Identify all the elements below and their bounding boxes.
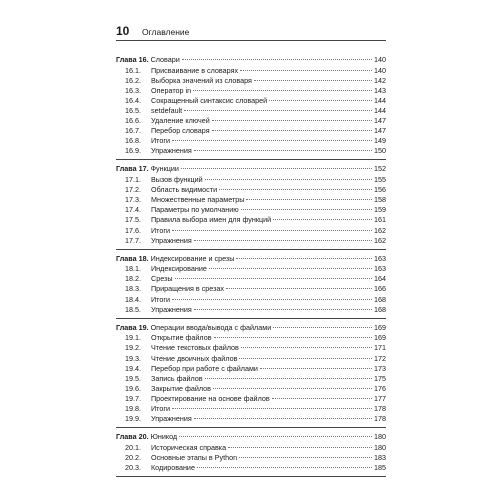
section-page-number: 158: [374, 195, 386, 205]
toc-entry[interactable]: [116, 146, 386, 156]
dot-leader: [205, 378, 372, 379]
toc-entry[interactable]: [116, 136, 386, 146]
section-page-number: 183: [374, 452, 386, 462]
section-number: 18.2.: [125, 274, 141, 284]
section-title: Оператор in: [151, 85, 192, 95]
toc-chapter: [116, 55, 386, 160]
section-number: 19.5.: [125, 373, 141, 383]
section-page-number: 178: [374, 404, 386, 413]
section-page-number: 144: [374, 95, 386, 105]
section-page-number: 166: [374, 284, 386, 294]
section-title: Итоги: [151, 404, 171, 413]
section-title: Индексирование: [151, 264, 207, 274]
section-number: 19.9.: [125, 414, 141, 424]
dot-leader: [254, 80, 372, 81]
section-title: Удаление ключей: [151, 116, 210, 126]
section-page-number: 168: [374, 294, 386, 304]
section-number: 19.6.: [125, 383, 141, 393]
section-title: Запись файлов: [151, 373, 203, 383]
entry-label: [125, 195, 244, 205]
toc-entry[interactable]: [116, 343, 386, 353]
toc-entry[interactable]: [116, 384, 386, 394]
entry-label: [125, 146, 192, 156]
section-number: 17.6.: [125, 225, 141, 235]
section-title: Сокращенный синтаксис словарей: [151, 95, 268, 105]
chapter-title: Юникод: [150, 432, 178, 442]
entry-label: [125, 106, 182, 116]
entry-label: [125, 264, 207, 274]
section-number: 16.6.: [125, 116, 141, 126]
dot-leader: [194, 150, 372, 151]
section-number: 19.2.: [125, 343, 141, 353]
toc-entry[interactable]: [116, 205, 386, 215]
toc-entry[interactable]: [116, 414, 386, 424]
entry-label: [125, 364, 258, 374]
chapter-label: [116, 323, 271, 333]
section-page-number: 162: [374, 235, 386, 245]
toc-entry[interactable]: [116, 215, 386, 225]
page-number: 10: [116, 24, 130, 38]
section-page-number: 161: [374, 215, 386, 225]
chapter-title: Словари: [150, 55, 180, 64]
toc-chapter-heading[interactable]: [116, 254, 386, 264]
entry-label: [125, 136, 170, 146]
entry-label: [125, 284, 224, 294]
running-title: Оглавление: [142, 27, 190, 37]
dot-leader: [273, 327, 372, 328]
entry-label: [125, 394, 270, 404]
section-number: 19.1.: [125, 333, 141, 343]
section-number: 16.5.: [125, 105, 141, 115]
dot-leader: [205, 179, 372, 180]
section-number: 16.8.: [125, 136, 141, 146]
chapter-title: Функции: [150, 164, 179, 174]
section-title: Приращения в срезах: [151, 284, 225, 294]
section-page-number: 149: [374, 136, 386, 146]
section-title: Упражнения: [151, 414, 192, 424]
dot-leader: [273, 219, 372, 220]
toc-chapter-heading[interactable]: [116, 323, 386, 333]
section-page-number: 156: [374, 185, 386, 195]
section-number: 17.3.: [125, 195, 141, 205]
section-number: 16.7.: [125, 126, 141, 136]
section-title: Упражнения: [151, 146, 192, 156]
dot-leader: [240, 70, 372, 71]
dot-leader: [182, 59, 372, 60]
section-number: 17.7.: [125, 235, 141, 245]
section-page-number: 176: [374, 383, 386, 393]
toc-chapter-heading[interactable]: [116, 432, 386, 442]
section-title: Присваивание в словарях: [151, 65, 239, 75]
toc-entry[interactable]: [116, 453, 386, 463]
dot-leader: [194, 240, 372, 241]
dot-leader: [239, 358, 372, 359]
entry-label: [125, 333, 212, 343]
dot-leader: [212, 120, 372, 121]
dot-leader: [194, 418, 372, 419]
toc-entry[interactable]: [116, 96, 386, 106]
section-title: Чтение двоичных файлов: [151, 353, 238, 363]
table-of-contents: [116, 55, 386, 481]
section-page-number: 159: [374, 205, 386, 215]
chapter-page-number: 140: [374, 55, 386, 64]
dot-leader: [193, 90, 372, 91]
dot-leader: [172, 140, 372, 141]
entry-label: [125, 86, 191, 96]
chapter-label: [116, 55, 180, 65]
toc-entry[interactable]: [116, 333, 386, 343]
section-page-number: 147: [374, 116, 386, 126]
toc-entry[interactable]: [116, 295, 386, 305]
entry-label: [125, 354, 237, 364]
entry-label: [125, 295, 170, 305]
section-number: 19.3.: [125, 353, 141, 363]
dot-leader: [194, 309, 372, 310]
section-title: Итоги: [151, 294, 171, 304]
section-title: Перебор при работе с файлами: [151, 363, 258, 373]
section-title: Параметры по умолчанию: [151, 205, 239, 215]
section-title: Упражнения: [151, 235, 192, 245]
section-title: Вызов функций: [151, 175, 203, 185]
entry-label: [125, 226, 170, 236]
section-number: 18.1.: [125, 264, 141, 274]
entry-label: [125, 414, 192, 424]
entry-label: [125, 274, 173, 284]
section-title: Перебор словаря: [151, 126, 210, 136]
page-header: [116, 24, 386, 41]
section-number: 17.4.: [125, 205, 141, 215]
section-title: Правила выбора имен для функций: [151, 215, 272, 225]
entry-label: [125, 443, 226, 453]
dot-leader: [228, 447, 372, 448]
chapter-title: Индексирование и срезы: [150, 253, 235, 263]
entry-label: [125, 76, 252, 86]
dot-leader: [241, 209, 372, 210]
entry-label: [125, 404, 170, 414]
chapter-label: [116, 164, 179, 174]
toc-chapter-heading[interactable]: [116, 164, 386, 174]
entry-label: [125, 384, 211, 394]
section-number: 17.1.: [125, 175, 141, 185]
toc-entry[interactable]: [116, 394, 386, 404]
toc-entry[interactable]: [116, 236, 386, 246]
entry-label: [125, 343, 239, 353]
section-number: 20.1.: [125, 442, 141, 452]
entry-label: [125, 66, 238, 76]
entry-label: [125, 463, 195, 473]
section-page-number: 185: [374, 462, 386, 472]
section-number: 18.3.: [125, 284, 141, 294]
dot-leader: [219, 189, 372, 190]
section-page-number: 144: [374, 105, 386, 115]
section-number: 16.4.: [125, 95, 141, 105]
section-page-number: 175: [374, 373, 386, 383]
section-page-number: 169: [374, 333, 386, 343]
toc-entry[interactable]: [116, 76, 386, 86]
section-number: 16.3.: [125, 85, 141, 95]
toc-entry[interactable]: [116, 195, 386, 205]
chapter-number: Глава 16.: [116, 55, 149, 64]
entry-label: [125, 116, 210, 126]
dot-leader: [172, 299, 372, 300]
toc-entry[interactable]: [116, 66, 386, 76]
dot-leader: [246, 199, 372, 200]
section-page-number: 142: [374, 75, 386, 85]
dot-leader: [209, 268, 372, 269]
section-number: 16.1.: [125, 65, 141, 75]
toc-chapter: [116, 164, 386, 249]
dot-leader: [179, 436, 372, 437]
chapter-page-number: 152: [374, 164, 386, 174]
toc-chapter: [116, 432, 386, 477]
entry-label: [125, 305, 192, 315]
dot-leader: [214, 337, 372, 338]
dot-leader: [184, 110, 372, 111]
toc-entry[interactable]: [116, 404, 386, 414]
entry-label: [125, 236, 192, 246]
section-title: Итоги: [151, 225, 171, 235]
dot-leader: [172, 230, 372, 231]
entry-label: [125, 175, 203, 185]
section-number: 17.2.: [125, 185, 141, 195]
section-page-number: 143: [374, 85, 386, 95]
chapter-page-number: 169: [374, 322, 386, 332]
section-title: setdefault: [151, 105, 183, 115]
toc-entry[interactable]: [116, 305, 386, 315]
dot-leader: [226, 288, 372, 289]
entry-label: [125, 126, 210, 136]
section-page-number: 150: [374, 146, 386, 156]
dot-leader: [172, 408, 372, 409]
toc-entry[interactable]: [116, 106, 386, 116]
dot-leader: [269, 100, 372, 101]
section-number: 19.4.: [125, 363, 141, 373]
section-number: 16.9.: [125, 146, 141, 156]
chapter-number: Глава 19.: [116, 322, 149, 332]
dot-leader: [239, 457, 372, 458]
toc-chapter: [116, 254, 386, 319]
section-title: Основные этапы в Python: [151, 452, 238, 462]
dot-leader: [241, 347, 372, 348]
entry-label: [125, 96, 267, 106]
entry-label: [125, 453, 237, 463]
section-title: Итоги: [151, 136, 171, 146]
toc-entry[interactable]: [116, 443, 386, 453]
entry-label: [125, 205, 239, 215]
toc-entry[interactable]: [116, 354, 386, 364]
section-number: 16.2.: [125, 75, 141, 85]
section-page-number: 168: [374, 304, 386, 314]
section-page-number: 163: [374, 264, 386, 274]
chapter-number: Глава 20.: [116, 432, 149, 442]
toc-entry[interactable]: [116, 364, 386, 374]
entry-label: [125, 374, 203, 384]
section-page-number: 180: [374, 442, 386, 452]
toc-entry[interactable]: [116, 116, 386, 126]
toc-entry[interactable]: [116, 185, 386, 195]
toc-chapter: [116, 323, 386, 428]
section-title: Проектирование на основе файлов: [151, 393, 270, 403]
section-number: 18.4.: [125, 294, 141, 304]
section-page-number: 173: [374, 363, 386, 373]
section-page-number: 155: [374, 175, 386, 185]
section-number: 20.3.: [125, 462, 141, 472]
dot-leader: [213, 388, 372, 389]
chapter-number: Глава 18.: [116, 253, 149, 263]
toc-entry[interactable]: [116, 264, 386, 274]
toc-entry[interactable]: [116, 126, 386, 136]
chapter-label: [116, 432, 177, 442]
chapter-page-number: 180: [374, 432, 386, 442]
section-title: Выборка значений из словаря: [151, 75, 252, 85]
section-number: 19.7.: [125, 393, 141, 403]
section-page-number: 147: [374, 126, 386, 136]
section-number: 18.5.: [125, 304, 141, 314]
entry-label: [125, 185, 217, 195]
section-number: 20.2.: [125, 452, 141, 462]
section-page-number: 178: [374, 414, 386, 424]
section-title: Срезы: [151, 274, 173, 284]
dot-leader: [175, 278, 373, 279]
chapter-number: Глава 17.: [116, 164, 149, 174]
section-page-number: 164: [374, 274, 386, 284]
toc-entry[interactable]: [116, 226, 386, 236]
chapter-title: Операции ввода/вывода с файлами: [150, 322, 272, 332]
toc-entry[interactable]: [116, 175, 386, 185]
dot-leader: [260, 368, 372, 369]
toc-entry[interactable]: [116, 274, 386, 284]
toc-entry[interactable]: [116, 86, 386, 96]
toc-chapter-heading[interactable]: [116, 55, 386, 65]
section-page-number: 140: [374, 65, 386, 75]
section-title: Чтение текстовых файлов: [151, 343, 239, 353]
dot-leader: [181, 168, 372, 169]
section-number: 17.5.: [125, 215, 141, 225]
section-title: Открытие файлов: [151, 333, 212, 343]
section-page-number: 162: [374, 225, 386, 235]
section-title: Множественные параметры: [151, 195, 245, 205]
section-number: 19.8.: [125, 404, 141, 413]
section-title: Упражнения: [151, 304, 192, 314]
section-title: Область видимости: [151, 185, 218, 195]
dot-leader: [236, 258, 372, 259]
chapter-label: [116, 254, 234, 264]
chapter-page-number: 163: [374, 253, 386, 263]
section-page-number: 171: [374, 343, 386, 353]
section-title: Закрытие файлов: [151, 383, 211, 393]
section-title: Кодирование: [151, 462, 195, 472]
section-page-number: 172: [374, 353, 386, 363]
toc-entry[interactable]: [116, 374, 386, 384]
toc-entry[interactable]: [116, 284, 386, 294]
entry-label: [125, 215, 271, 225]
dot-leader: [197, 467, 372, 468]
toc-entry[interactable]: [116, 463, 386, 473]
section-title: Историческая справка: [151, 442, 227, 452]
section-page-number: 177: [374, 393, 386, 403]
dot-leader: [272, 398, 372, 399]
dot-leader: [212, 130, 372, 131]
